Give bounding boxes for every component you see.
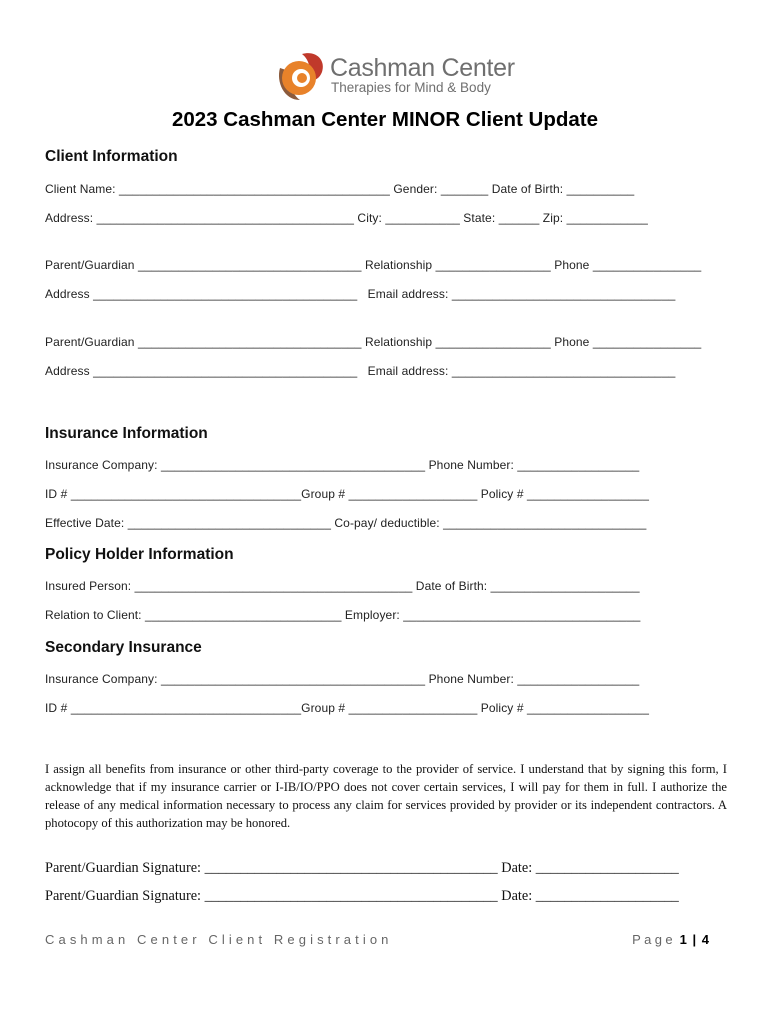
page-label: Page xyxy=(632,932,677,947)
secondary-company-line[interactable]: Insurance Company: _______________________________________ Phone Number: __________________ xyxy=(45,672,640,686)
logo-mark-icon xyxy=(272,48,328,104)
guardian1-address-line[interactable]: Address _______________________________________ Email address: _________________________________ xyxy=(45,287,676,301)
heading-insurance-information: Insurance Information xyxy=(45,425,208,442)
guardian2-line[interactable]: Parent/Guardian _________________________________ Relationship _________________ Phone ________________ xyxy=(45,335,702,349)
insurance-id-line[interactable]: ID # __________________________________Group # ___________________ Policy # __________________ xyxy=(45,487,649,501)
guardian1-line[interactable]: Parent/Guardian _________________________________ Relationship _________________ Phone ________________ xyxy=(45,258,702,272)
cashman-center-logo xyxy=(272,48,515,104)
heading-secondary-insurance: Secondary Insurance xyxy=(45,639,202,656)
signature-line-1[interactable]: Parent/Guardian Signature: _________________________________________ Date: ____________________ xyxy=(45,860,679,876)
insured-person-line[interactable]: Insured Person: _________________________________________ Date of Birth: ______________________ xyxy=(45,579,640,593)
insurance-effective-line[interactable]: Effective Date: ______________________________ Co-pay/ deductible: ______________________________ xyxy=(45,516,647,530)
client-name-line[interactable]: Client Name: ________________________________________ Gender: _______ Date of Birth: __________ xyxy=(45,182,635,196)
authorization-paragraph: I assign all benefits from insurance or other third-party coverage to the provider of service. I understand that by signing this form, I acknowledge that if my insurance carrier or I-IB/IO/PPO does not cover certain services, I will pay for them in full. I authorize the release of any medical information necessary to process any claim for services provided by provider or its independent contractors. A photocopy of this authorization may be honored. xyxy=(45,762,727,830)
page-number: 1 | 4 xyxy=(679,932,710,947)
logo-name: Cashman Center xyxy=(330,54,515,82)
guardian2-address-line[interactable]: Address _______________________________________ Email address: _________________________________ xyxy=(45,364,676,378)
heading-policy-holder: Policy Holder Information xyxy=(45,546,234,563)
heading-client-information: Client Information xyxy=(45,148,178,165)
page-title: 2023 Cashman Center MINOR Client Update xyxy=(171,108,599,131)
address-line[interactable]: Address: ______________________________________ City: ___________ State: ______ Zip: ____________ xyxy=(45,211,648,225)
logo-tagline: Therapies for Mind & Body xyxy=(331,80,491,95)
insurance-company-line[interactable]: Insurance Company: _______________________________________ Phone Number: __________________ xyxy=(45,458,640,472)
relation-line[interactable]: Relation to Client: _____________________________ Employer: ___________________________________ xyxy=(45,608,641,622)
secondary-id-line[interactable]: ID # __________________________________Group # ___________________ Policy # __________________ xyxy=(45,701,649,715)
footer-title: Cashman Center Client Registration xyxy=(45,932,393,947)
page-indicator xyxy=(632,932,710,947)
signature-line-2[interactable]: Parent/Guardian Signature: _________________________________________ Date: ____________________ xyxy=(45,888,679,904)
